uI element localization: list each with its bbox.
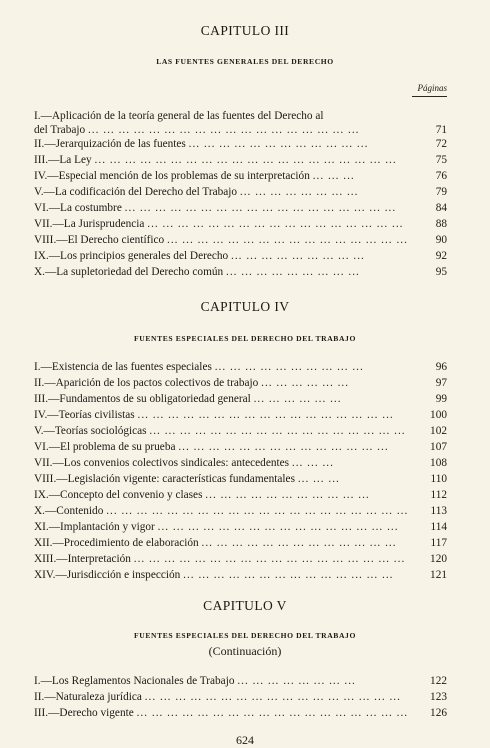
entry-page: 84 <box>435 202 447 214</box>
leader-dots: ... ... ... ... ... ... ... ... ... ... ... ... ... ... ... ... ... ... ... ... <box>106 505 409 517</box>
chapter-5-subtitle: FUENTES ESPECIALES DEL DERECHO DEL TRABAJO <box>134 631 356 640</box>
entry-title: VII.—La Jurisprudencia <box>34 218 145 230</box>
toc-entry[interactable] <box>34 504 447 518</box>
toc-entry[interactable] <box>34 217 447 231</box>
leader-dots: ... ... ... ... ... ... ... ... ... <box>231 250 365 262</box>
leader-dots: ... ... ... ... ... ... ... ... ... ... ... ... ... ... ... ... ... <box>144 691 401 703</box>
toc-entry[interactable] <box>34 392 447 406</box>
entry-page: 72 <box>435 138 447 150</box>
entry-title: XII.—Procedimiento de elaboración <box>34 537 199 549</box>
entry-title: II.—Jerarquización de las fuentes <box>34 138 186 150</box>
toc-entry[interactable] <box>34 690 447 704</box>
entry-title: XI.—Implantación y vigor <box>34 521 155 533</box>
toc-entry[interactable] <box>34 376 447 390</box>
entry-page: 107 <box>430 441 447 453</box>
entry-title: I.—Aplicación de la teoría general de las fuentes del Derecho al <box>34 110 324 122</box>
entry-title: VIII.—El Derecho científico <box>34 234 165 246</box>
entry-page: 99 <box>435 393 447 405</box>
toc-entry[interactable] <box>34 456 447 470</box>
toc-entry[interactable] <box>34 169 447 183</box>
chapter-3-heading: CAPITULO III <box>200 23 290 38</box>
toc-entry[interactable] <box>34 360 447 374</box>
paginas-rule <box>412 96 447 97</box>
toc-entry[interactable] <box>34 185 447 199</box>
entry-title: I.—Los Reglamentos Nacionales de Trabajo <box>34 675 235 687</box>
leader-dots: ... ... ... ... ... ... ... ... ... ... ... ... ... ... <box>183 569 394 581</box>
entry-title: X.—Contenido <box>34 505 104 517</box>
entry-page: 88 <box>435 218 447 230</box>
entry-page: 121 <box>430 569 447 581</box>
leader-dots: ... ... ... ... ... ... ... ... ... ... ... ... ... ... ... ... <box>157 521 399 533</box>
entry-page: 97 <box>435 377 447 389</box>
leader-dots: ... ... ... ... ... ... ... ... <box>237 675 356 687</box>
toc-entry[interactable] <box>34 424 447 438</box>
entry-title: VI.—El problema de su prueba <box>34 441 176 453</box>
entry-title: X.—La supletoriedad del Derecho común <box>34 266 224 278</box>
toc-entry[interactable] <box>34 137 447 151</box>
leader-dots: ... ... ... ... ... ... ... ... ... ... ... ... ... <box>201 537 397 549</box>
leader-dots: ... ... ... ... ... ... ... ... ... ... ... ... ... ... ... ... ... ... <box>87 124 360 136</box>
leader-dots: ... ... ... ... ... ... <box>261 377 350 389</box>
entry-title: VIII.—Legislación vigente: características fundamentales <box>34 473 295 485</box>
entry-page: 100 <box>430 409 447 421</box>
page-number: 624 <box>236 733 254 747</box>
chapter-5-heading: CAPITULO V <box>203 598 287 613</box>
entry-page: 79 <box>435 186 447 198</box>
continuation-label: (Continuación) <box>208 644 282 658</box>
entry-title: VI.—La costumbre <box>34 202 122 214</box>
leader-dots: ... ... ... <box>312 170 355 182</box>
leader-dots: ... ... ... ... ... ... ... ... ... ... ... ... ... ... ... ... ... <box>147 218 404 230</box>
entry-page: 71 <box>435 124 447 136</box>
entry-page: 110 <box>430 473 447 485</box>
entry-page: 108 <box>430 457 447 469</box>
leader-dots: ... ... ... ... ... ... ... ... <box>239 186 359 198</box>
leader-dots: ... ... ... ... ... ... ... ... ... <box>226 266 360 278</box>
toc-entry[interactable] <box>34 568 447 582</box>
entry-title: XIV.—Jurisdicción e inspección <box>34 569 181 581</box>
entry-title: IX.—Los principios generales del Derecho <box>34 250 229 262</box>
leader-dots: ... ... ... ... ... ... ... ... ... ... ... ... ... ... ... ... <box>167 234 408 246</box>
toc-entry[interactable] <box>34 706 447 720</box>
entry-page: 122 <box>430 675 447 687</box>
toc-entry[interactable] <box>34 249 447 263</box>
toc-entry[interactable] <box>34 488 447 502</box>
toc-entry[interactable] <box>34 265 447 279</box>
leader-dots: ... ... ... <box>291 457 334 469</box>
entry-page: 96 <box>435 361 447 373</box>
entry-title: IV.—Especial mención de los problemas de su interpretación <box>34 170 310 182</box>
entry-page: 95 <box>435 266 447 278</box>
entry-title: IX.—Concepto del convenio y clases <box>34 489 203 501</box>
entry-title: III.—La Ley <box>34 154 92 166</box>
entry-title: I.—Existencia de las fuentes especiales <box>34 361 212 373</box>
leader-dots: ... ... ... <box>297 473 340 485</box>
toc-entry[interactable] <box>34 440 447 454</box>
leader-dots: ... ... ... ... ... ... <box>253 393 342 405</box>
entry-title: III.—Derecho vigente <box>34 707 134 719</box>
toc-entry[interactable] <box>34 153 447 167</box>
entry-page: 90 <box>435 234 447 246</box>
toc-entry[interactable] <box>34 408 447 422</box>
leader-dots: ... ... ... ... ... ... ... ... ... ... <box>214 361 364 373</box>
entry-page: 102 <box>430 425 447 437</box>
entry-page: 117 <box>430 537 447 549</box>
toc-entry[interactable] <box>34 109 447 137</box>
chapter-4-subtitle: FUENTES ESPECIALES DEL DERECHO DEL TRABAJO <box>134 334 356 343</box>
toc-entry[interactable] <box>34 552 447 566</box>
entry-title: II.—Naturaleza jurídica <box>34 691 142 703</box>
leader-dots: ... ... ... ... ... ... ... ... ... ... ... ... ... ... <box>178 441 389 453</box>
entry-title: III.—Fundamentos de su obligatoriedad general <box>34 393 251 405</box>
chapter-3-subtitle: LAS FUENTES GENERALES DEL DERECHO <box>156 57 334 66</box>
entry-title: XIII.—Interpretación <box>34 553 131 565</box>
entry-title: V.—La codificación del Derecho del Trabajo <box>34 186 238 198</box>
leader-dots: ... ... ... ... ... ... ... ... ... ... ... ... ... ... ... ... ... ... ... ... <box>94 154 397 166</box>
toc-entry[interactable] <box>34 472 447 486</box>
entry-title: V.—Teorías sociológicas <box>34 425 147 437</box>
chapter-4-heading: CAPITULO IV <box>200 299 290 314</box>
toc-entry[interactable] <box>34 520 447 534</box>
entry-page: 76 <box>435 170 447 182</box>
toc-entry[interactable] <box>34 536 447 550</box>
leader-dots: ... ... ... ... ... ... ... ... ... ... ... ... ... ... ... ... ... <box>149 425 406 437</box>
toc-entry[interactable] <box>34 201 447 215</box>
entry-page: 92 <box>435 250 447 262</box>
toc-entry[interactable] <box>34 674 447 688</box>
entry-page: 114 <box>430 521 447 533</box>
entry-page: 112 <box>430 489 447 501</box>
entry-page: 113 <box>430 505 447 517</box>
entry-page: 123 <box>430 691 447 703</box>
paginas-label: Páginas <box>417 83 447 93</box>
leader-dots: ... ... ... ... ... ... ... ... ... ... ... ... ... ... ... ... ... <box>137 409 394 421</box>
leader-dots: ... ... ... ... ... ... ... ... ... ... ... ... ... ... ... ... ... ... <box>124 202 397 214</box>
entry-title: VII.—Los convenios colectivos sindicales: antecedentes <box>34 457 290 469</box>
leader-dots: ... ... ... ... ... ... ... ... ... ... ... <box>205 489 370 501</box>
entry-page: 120 <box>430 553 447 565</box>
leader-dots: ... ... ... ... ... ... ... ... ... ... ... ... ... ... ... ... ... ... <box>133 553 406 565</box>
entry-title: IV.—Teorías civilistas <box>34 409 135 421</box>
toc-entry[interactable] <box>34 233 447 247</box>
entry-page: 75 <box>435 154 447 166</box>
entry-title: II.—Aparición de los pactos colectivos de trabajo <box>34 377 259 389</box>
entry-title-cont: del Trabajo <box>34 124 86 136</box>
entry-page: 126 <box>430 707 447 719</box>
leader-dots: ... ... ... ... ... ... ... ... ... ... ... ... <box>188 138 369 150</box>
leader-dots: ... ... ... ... ... ... ... ... ... ... ... ... ... ... ... ... ... ... <box>136 707 409 719</box>
